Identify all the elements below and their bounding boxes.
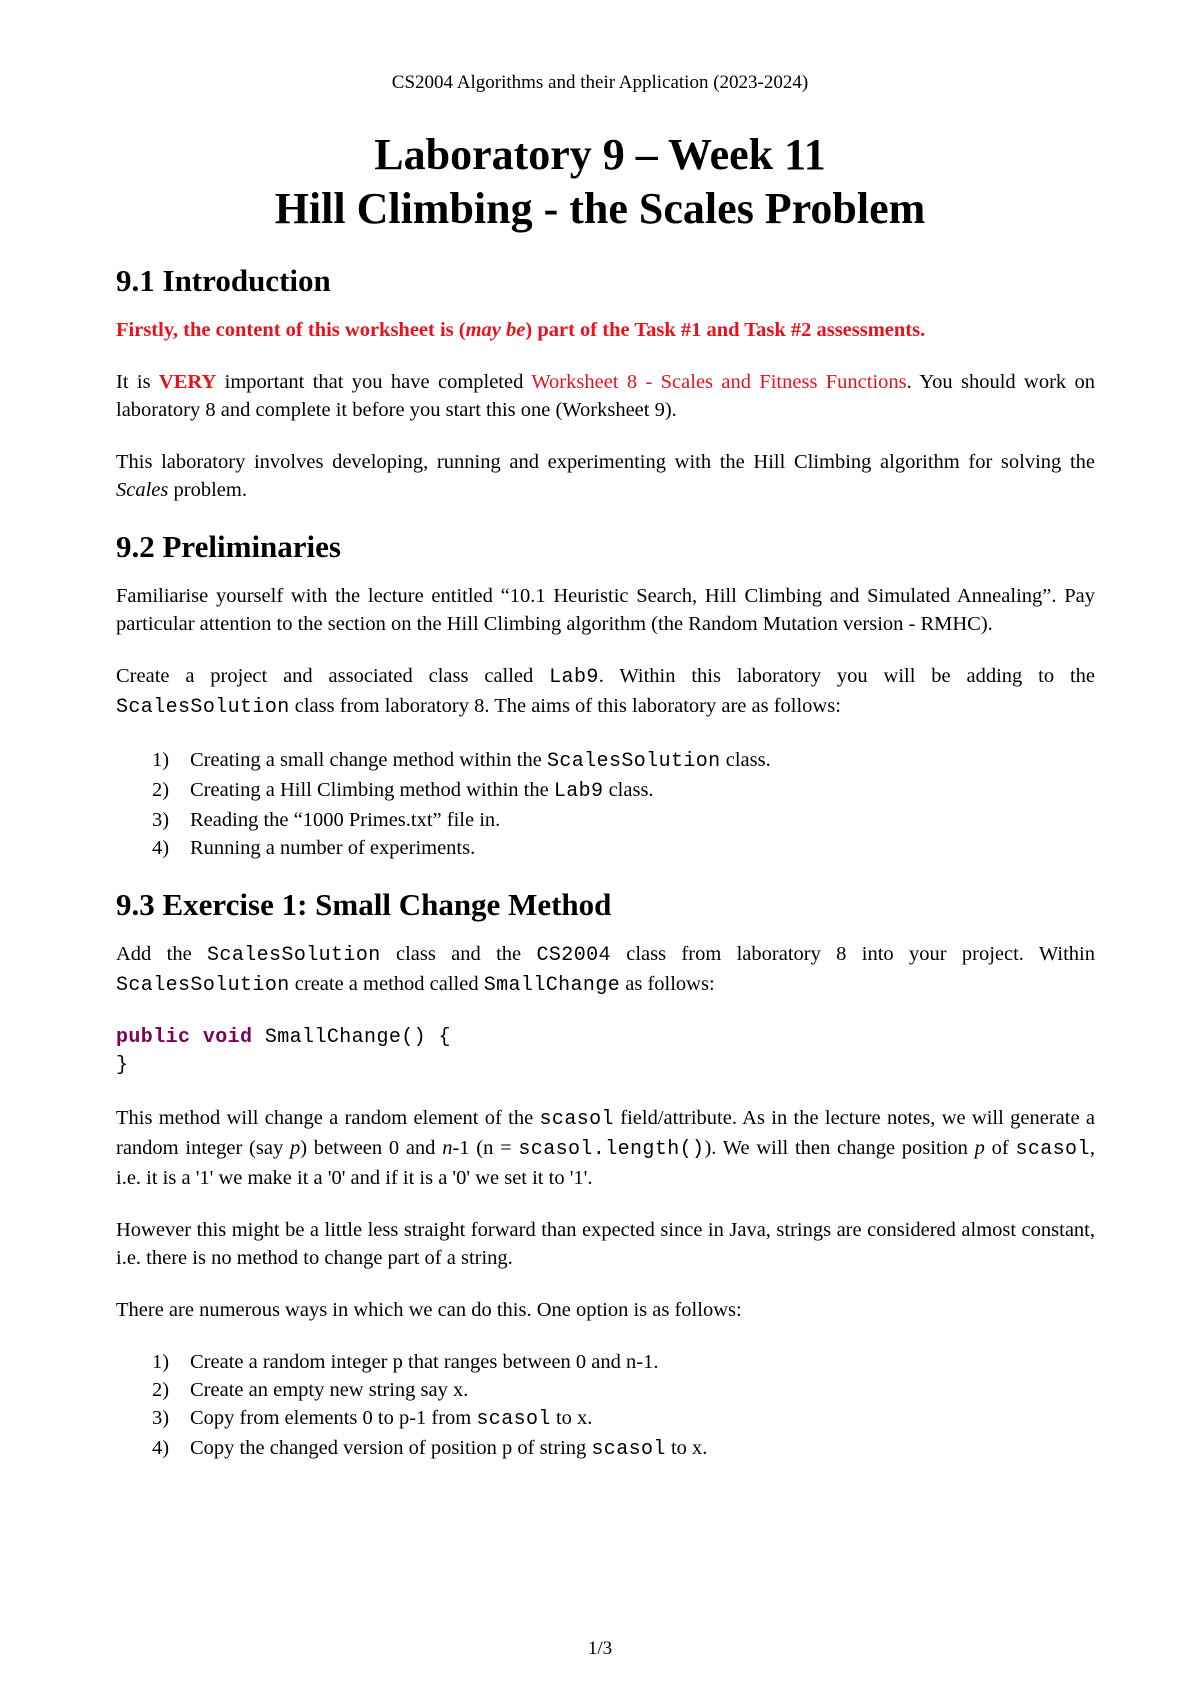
list-item: 2) Creating a Hill Climbing method within the Lab9 class.	[152, 779, 654, 803]
worksheet-8-link[interactable]: Worksheet 8 - Scales and Fitness Functions	[531, 371, 907, 393]
list-item: 3) Copy from elements 0 to p-1 from scasol to x.	[152, 1407, 593, 1431]
document-body	[116, 262, 1095, 1488]
list-item: 1) Create a random integer p that ranges between 0 and n-1.	[152, 1351, 659, 1373]
paragraph: However this might be a little less straight forward than expected since in Java, strings are considered almost constant, i.e. there is no method to change part of a string.	[116, 1219, 1095, 1269]
page-number: 1/3	[587, 1638, 613, 1659]
list-item: 1) Creating a small change method within the ScalesSolution class.	[152, 749, 771, 773]
section-exercise-1	[116, 886, 1095, 1464]
paragraph: It is VERY important that you have completed Worksheet 8 - Scales and Fitness Functions. You should work on laboratory 8 and complete it before you start this one (Worksheet 9).	[116, 371, 1096, 421]
page-title	[0, 128, 1200, 236]
section-heading: 9.1 Introduction	[116, 263, 331, 298]
list-item: 4) Running a number of experiments.	[152, 837, 476, 859]
paragraph: This laboratory involves developing, running and experimenting with the Hill Climbing algorithm for solving the Scales problem.	[116, 451, 1095, 501]
list-item: 4) Copy the changed version of position p of string scasol to x.	[152, 1437, 708, 1461]
code-snippet: public void SmallChange() { }	[116, 1026, 451, 1077]
title-line-1: Laboratory 9 – Week 11	[374, 130, 826, 179]
paragraph: Add the ScalesSolution class and the CS2004 class from laboratory 8 into your project. Within ScalesSolution create a method called SmallChange as follows:	[116, 943, 1095, 997]
steps-list	[116, 1348, 1095, 1464]
section-preliminaries	[116, 528, 1095, 862]
running-header: CS2004 Algorithms and their Application (2023-2024)	[391, 72, 809, 93]
aims-list	[116, 746, 1095, 862]
section-introduction	[116, 262, 1095, 504]
title-line-2: Hill Climbing - the Scales Problem	[274, 184, 926, 233]
paragraph: Familiarise yourself with the lecture entitled “10.1 Heuristic Search, Hill Climbing and Simulated Annealing”. Pay particular attention to the section on the Hill Climbing algorithm (the Random Mutation version - RMHC).	[116, 585, 1095, 635]
list-item: 2) Create an empty new string say x.	[152, 1379, 469, 1401]
assessment-warning: Firstly, the content of this worksheet is (may be) part of the Task #1 and Task #2 assessments.	[116, 319, 926, 341]
section-heading: 9.3 Exercise 1: Small Change Method	[116, 887, 612, 922]
paragraph: There are numerous ways in which we can do this. One option is as follows:	[116, 1299, 742, 1321]
section-heading: 9.2 Preliminaries	[116, 529, 341, 564]
paragraph: Create a project and associated class called Lab9. Within this laboratory you will be adding to the ScalesSolution class from laboratory 8. The aims of this laboratory are as follows:	[116, 665, 1095, 719]
paragraph: This method will change a random element of the scasol field/attribute. As in the lecture notes, we will generate a random integer (say p) between 0 and n-1 (n = scasol.length()). We will then change position p of scasol, i.e. it is a '1' we make it a '0' and if it is a '0' we set it to '1'.	[116, 1107, 1095, 1189]
list-item: 3) Reading the “1000 Primes.txt” file in.	[152, 809, 501, 831]
